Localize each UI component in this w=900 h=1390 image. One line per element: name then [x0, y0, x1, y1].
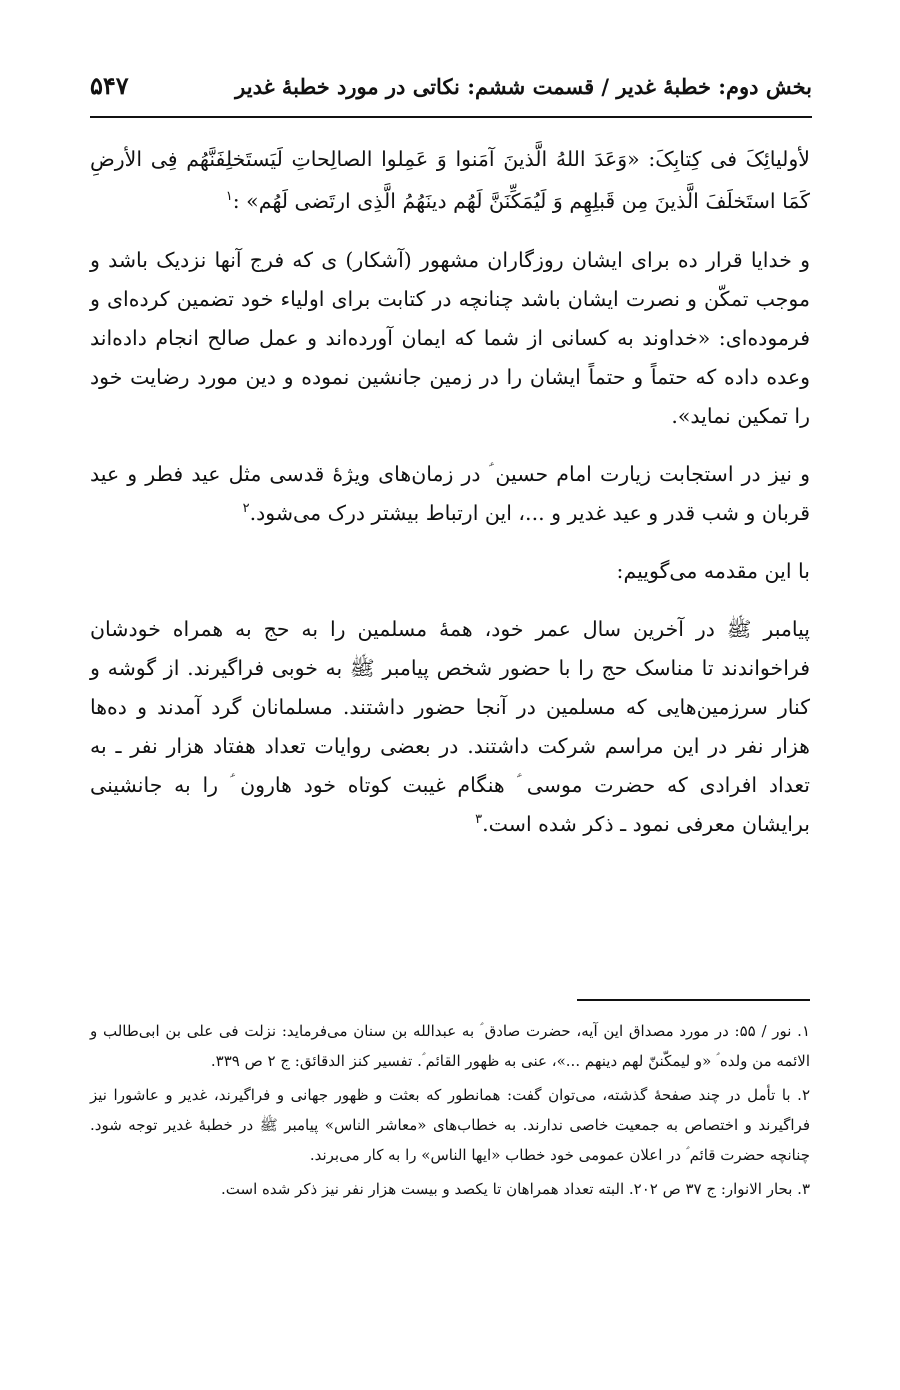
footnote-divider — [577, 999, 810, 1001]
paragraph-3-text: و نیز در استجابت زیارت امام حسین ؑ در زمان‌های ویژهٔ قدسی مثل عید فطر و عید قربان و شب قدر و عید غدیر و ...، این ارتباط بیشتر درک می‌شود. — [90, 462, 810, 525]
footnote-mark-1: ۱ — [225, 189, 233, 205]
paragraph-3 — [90, 455, 810, 533]
footnote-3: ۳. بحار الانوار: ج ۳۷ ص ۲۰۲. البته تعداد همراهان تا یکصد و بیست هزار نفر نیز ذکر شده است. — [221, 1180, 810, 1198]
running-title: بخش دوم: خطبهٔ غدیر / قسمت ششم: نکاتی در مورد خطبهٔ غدیر — [235, 74, 812, 99]
page-header — [90, 70, 812, 118]
footnote-2: ۲. با تأمل در چند صفحهٔ گذشته، می‌توان گفت: همانطور که بعثت و ظهور جهانی و فراگیرند، غدیر و عاشورا نیز فراگیرند و اختصاص به جمعیت خاصی ندارند. به خطاب‌های «معاشر الناس» پیامبر ﷺ در خطبهٔ غدیر توجه شود. چنانچه حضرت قائم ؑ در اعلان عمومی خود خطاب «ایها الناس» را به کار می‌برند. — [90, 1086, 810, 1164]
footnote-mark-3: ۳ — [475, 812, 483, 828]
footnote-mark-2: ۲ — [242, 501, 250, 517]
paragraph-1 — [90, 138, 810, 222]
paragraph-1-text: لأولیائِکَ فی کِتابِکَ: «وَعَدَ اللهُ الَّذینَ آمَنوا وَ عَمِلوا الصالِحاتِ لَیَستَخلِفَنَّهُم فِی الأرضِ کَمَا استَخلَفَ الَّذینَ مِن قَبلِهِم وَ لَیُمَکِّنَنَّ لَهُم دینَهُمُ الَّذِی ارتَضی لَهُم» : — [90, 147, 810, 213]
body-text — [90, 138, 810, 863]
paragraph-5 — [90, 610, 810, 844]
paragraph-5-text: پیامبر ﷺ در آخرین سال عمر خود، همهٔ مسلمین را به حج به همراه خودشان فراخواندند تا مناسک حج را با حضور شخص پیامبر ﷺ به خوبی فراگیرند. از گوشه و کنار سرزمین‌هایی که مسلمین در آنجا حضور داشتند. مسلمانان گرد آمدند و ده‌ها هزار نفر در این مراسم شرکت داشتند. در بعضی روایات تعداد هفتاد هزار نفر ـ به تعداد افرادی که حضرت موسی ؑ هنگام غیبت کوتاه خود هارون ؑ را به جانشینی برایشان معرفی نمود ـ ذکر شده است. — [90, 617, 810, 836]
paragraph-2: و خدایا قرار ده برای ایشان روزگاران مشهور (آشکار) ی که فرج آنها نزدیک باشد و موجب تمکّن و نصرت ایشان باشد چنانچه در کتابت برای اولیاء خود تضمین کرده‌ای و فرموده‌ای: «خداوند به کسانی از شما که ایمان آورده‌اند و عمل صالح انجام داده‌اند وعده داده که حتماً و حتماً ایشان را در زمین جانشین نموده و دین مورد رضایت خود را تمکین نماید». — [90, 248, 810, 428]
footnote-1: ۱. نور / ۵۵: در مورد مصداق این آیه، حضرت صادق ؑ به عبدالله بن سنان می‌فرماید: نزلت فی علی بن ابی‌طالب و الائمه من ولده ؑ «و لیمکّننّ لهم دینهم ...»، عنی به ظهور القائم ؑ. تفسیر کنز الدقائق: ج ۲ ص ۳۳۹. — [90, 1022, 810, 1070]
page-number: ۵۴۷ — [90, 71, 129, 100]
footnotes — [90, 1016, 810, 1208]
paragraph-4: با این مقدمه می‌گوییم: — [616, 559, 810, 583]
